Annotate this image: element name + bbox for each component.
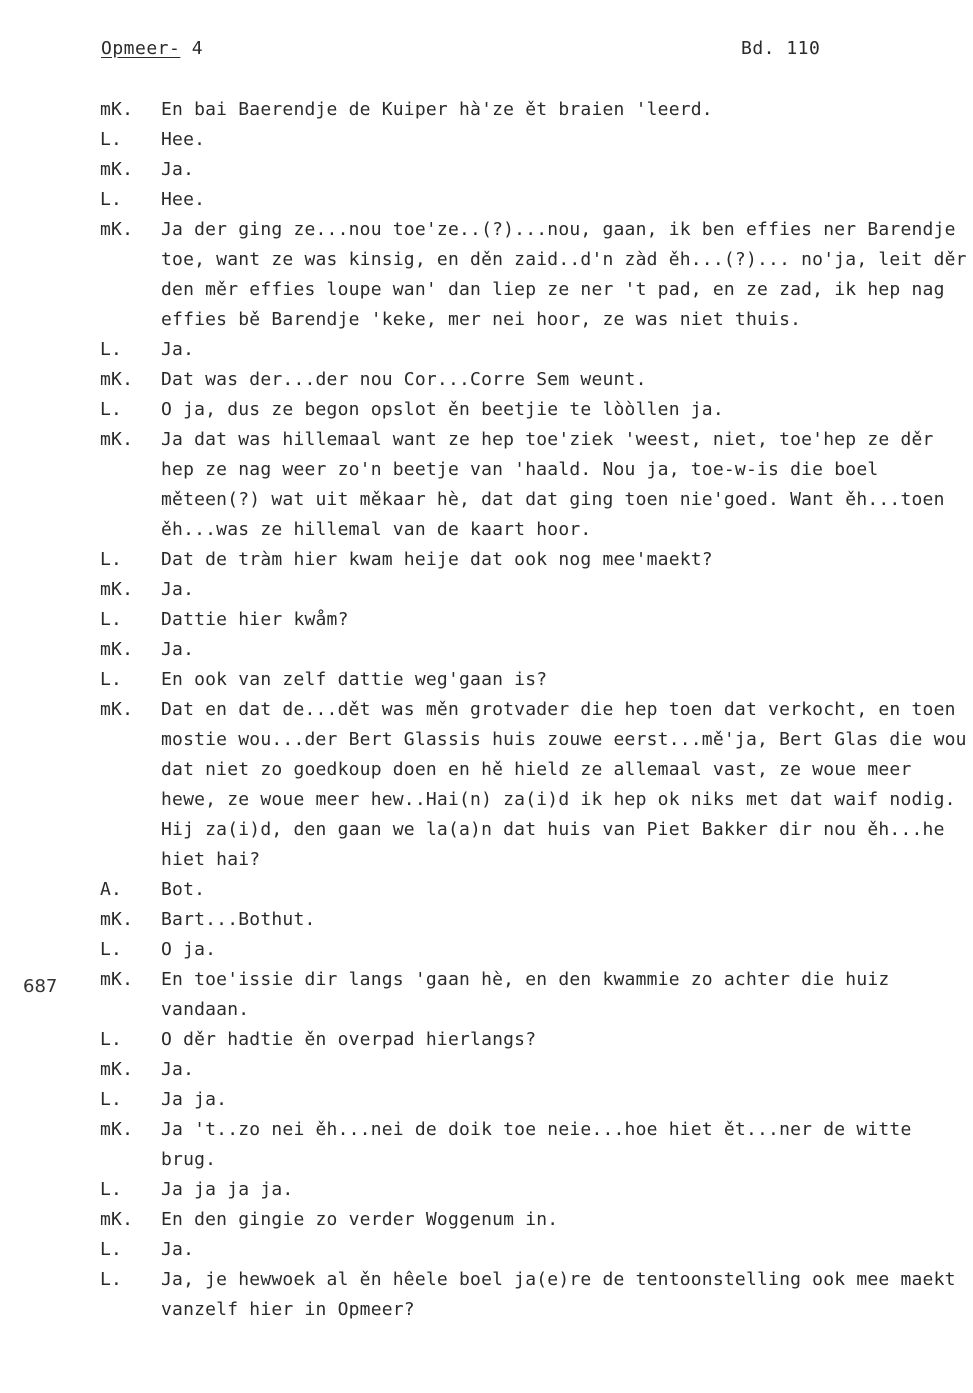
- speech-text: Ja der ging ze...nou toe'ze..(?)...nou, gaan, ik ben effies ner Barendje toe, want ze was kinsig, en děn zaid..d'n zàd ěh...(?)... no'ja, leit děr den měr effies loupe wan' dan liep ze ner 't pad, en ze zad, ik hep nag effies bě Barendje 'keke, mer nei hoor, ze was niet thuis.: [161, 219, 967, 330]
- transcript-line: [100, 1205, 973, 1235]
- transcript-line: [100, 125, 973, 155]
- speech-text: En den gingie zo verder Woggenum in.: [161, 1209, 559, 1230]
- speaker-label: L.: [100, 609, 123, 630]
- speech-text: Ja.: [161, 639, 195, 660]
- speech-text: En ook van zelf dattie weg'gaan is?: [161, 669, 548, 690]
- speaker-label: L.: [100, 339, 123, 360]
- speech-text: Ja.: [161, 1239, 195, 1260]
- transcript-line: [100, 665, 973, 695]
- speaker-label: L.: [100, 939, 123, 960]
- speech-text: En bai Baerendje de Kuiper hà'ze ět braien 'leerd.: [161, 99, 713, 120]
- speaker-label: mK.: [100, 99, 134, 120]
- speaker-label: L.: [100, 549, 123, 570]
- transcript-line: [100, 1175, 973, 1205]
- transcript-line: [100, 965, 973, 1025]
- volume-label: Bd. 110: [741, 38, 821, 59]
- speech-text: Dat de tràm hier kwam heije dat ook nog mee'maekt?: [161, 549, 713, 570]
- transcript-line: [100, 1055, 973, 1085]
- speaker-label: mK.: [100, 159, 134, 180]
- speaker-label: L.: [100, 1269, 123, 1290]
- transcript-line: [100, 935, 973, 965]
- speech-text: Dat en dat de...dět was měn grotvader die hep toen dat verkocht, en toen mostie wou...der Bert Glassis huis zouwe eerst...mě'ja, Bert Glas die wou dat niet zo goedkoup doen en hě hield ze allemaal vast, ze woue meer hewe, ze woue meer hew..Hai(n) za(i)d ik hep ok niks met dat waif nodig. Hij za(i)d, den gaan we la(a)n dat huis van Piet Bakker dir nou ěh...he hiet hai?: [161, 699, 967, 870]
- speaker-label: L.: [100, 1179, 123, 1200]
- speaker-label: L.: [100, 189, 123, 210]
- speech-text: Bart...Bothut.: [161, 909, 316, 930]
- speech-text: En toe'issie dir langs 'gaan hè, en den kwammie zo achter die huiz vandaan.: [161, 969, 890, 1020]
- speaker-label: mK.: [100, 1119, 134, 1140]
- transcript-line: [100, 365, 973, 395]
- speaker-label: mK.: [100, 909, 134, 930]
- speech-text: Ja.: [161, 1059, 195, 1080]
- transcript-line: [100, 1235, 973, 1265]
- speech-text: Hee.: [161, 189, 206, 210]
- speaker-label: L.: [100, 1089, 123, 1110]
- speech-text: Ja.: [161, 159, 195, 180]
- transcript-line: [100, 185, 973, 215]
- speech-text: O ja.: [161, 939, 217, 960]
- transcript-line: [100, 905, 973, 935]
- speech-text: Bot.: [161, 879, 206, 900]
- transcript-line: [100, 1085, 973, 1115]
- transcript-line: [100, 575, 973, 605]
- transcript-line: [100, 635, 973, 665]
- transcript-line: [100, 95, 973, 125]
- transcript-line: [100, 155, 973, 185]
- transcript-line: [100, 605, 973, 635]
- speech-text: O děr hadtie ěn overpad hierlangs?: [161, 1029, 537, 1050]
- speech-text: Dat was der...der nou Cor...Corre Sem weunt.: [161, 369, 647, 390]
- speaker-label: L.: [100, 1029, 123, 1050]
- transcript-line: [100, 335, 973, 365]
- page-number: 4: [180, 38, 204, 59]
- transcript-line: [100, 215, 973, 335]
- speech-text: Ja, je hewwoek al ěn hêele boel ja(e)re de tentoonstelling ook mee maekt vanzelf hier in Opmeer?: [161, 1269, 956, 1320]
- speaker-label: L.: [100, 129, 123, 150]
- speaker-label: L.: [100, 1239, 123, 1260]
- speaker-label: mK.: [100, 1209, 134, 1230]
- transcript-line: [100, 1115, 973, 1175]
- transcript-line: [100, 695, 973, 875]
- speaker-label: mK.: [100, 579, 134, 600]
- speaker-label: mK.: [100, 369, 134, 390]
- transcript-body: [100, 95, 973, 1325]
- speaker-label: mK.: [100, 969, 134, 990]
- margin-line-number: 687: [23, 976, 58, 997]
- transcript-line: [100, 1265, 973, 1325]
- transcript-line: [100, 545, 973, 575]
- speech-text: Ja ja ja ja.: [161, 1179, 294, 1200]
- speech-text: Hee.: [161, 129, 206, 150]
- page-header-location: [101, 38, 203, 59]
- speaker-label: mK.: [100, 699, 134, 720]
- speaker-label: L.: [100, 399, 123, 420]
- speaker-label: mK.: [100, 639, 134, 660]
- speaker-label: mK.: [100, 1059, 134, 1080]
- speaker-label: L.: [100, 669, 123, 690]
- transcript-line: [100, 1025, 973, 1055]
- transcript-line: [100, 425, 973, 545]
- transcript-line: [100, 395, 973, 425]
- transcript-line: [100, 875, 973, 905]
- speaker-label: mK.: [100, 219, 134, 240]
- speaker-label: mK.: [100, 429, 134, 450]
- speech-text: Ja ja.: [161, 1089, 228, 1110]
- speech-text: O ja, dus ze begon opslot ěn beetjie te lòòllen ja.: [161, 399, 724, 420]
- speech-text: Ja.: [161, 339, 195, 360]
- speaker-label: A.: [100, 879, 123, 900]
- speech-text: Dattie hier kwåm?: [161, 609, 349, 630]
- speech-text: Ja dat was hillemaal want ze hep toe'ziek 'weest, niet, toe'hep ze děr hep ze nag weer zo'n beetje van 'haald. Nou ja, toe-w-is die boel měteen(?) wat uit měkaar hè, dat dat ging toen nie'goed. Want ěh...toen ěh...was ze hillemal van de kaart hoor.: [161, 429, 945, 540]
- speech-text: Ja.: [161, 579, 195, 600]
- place-name: Opmeer-: [101, 38, 181, 59]
- speech-text: Ja 't..zo nei ěh...nei de doik toe neie...hoe hiet ět...ner de witte brug.: [161, 1119, 912, 1170]
